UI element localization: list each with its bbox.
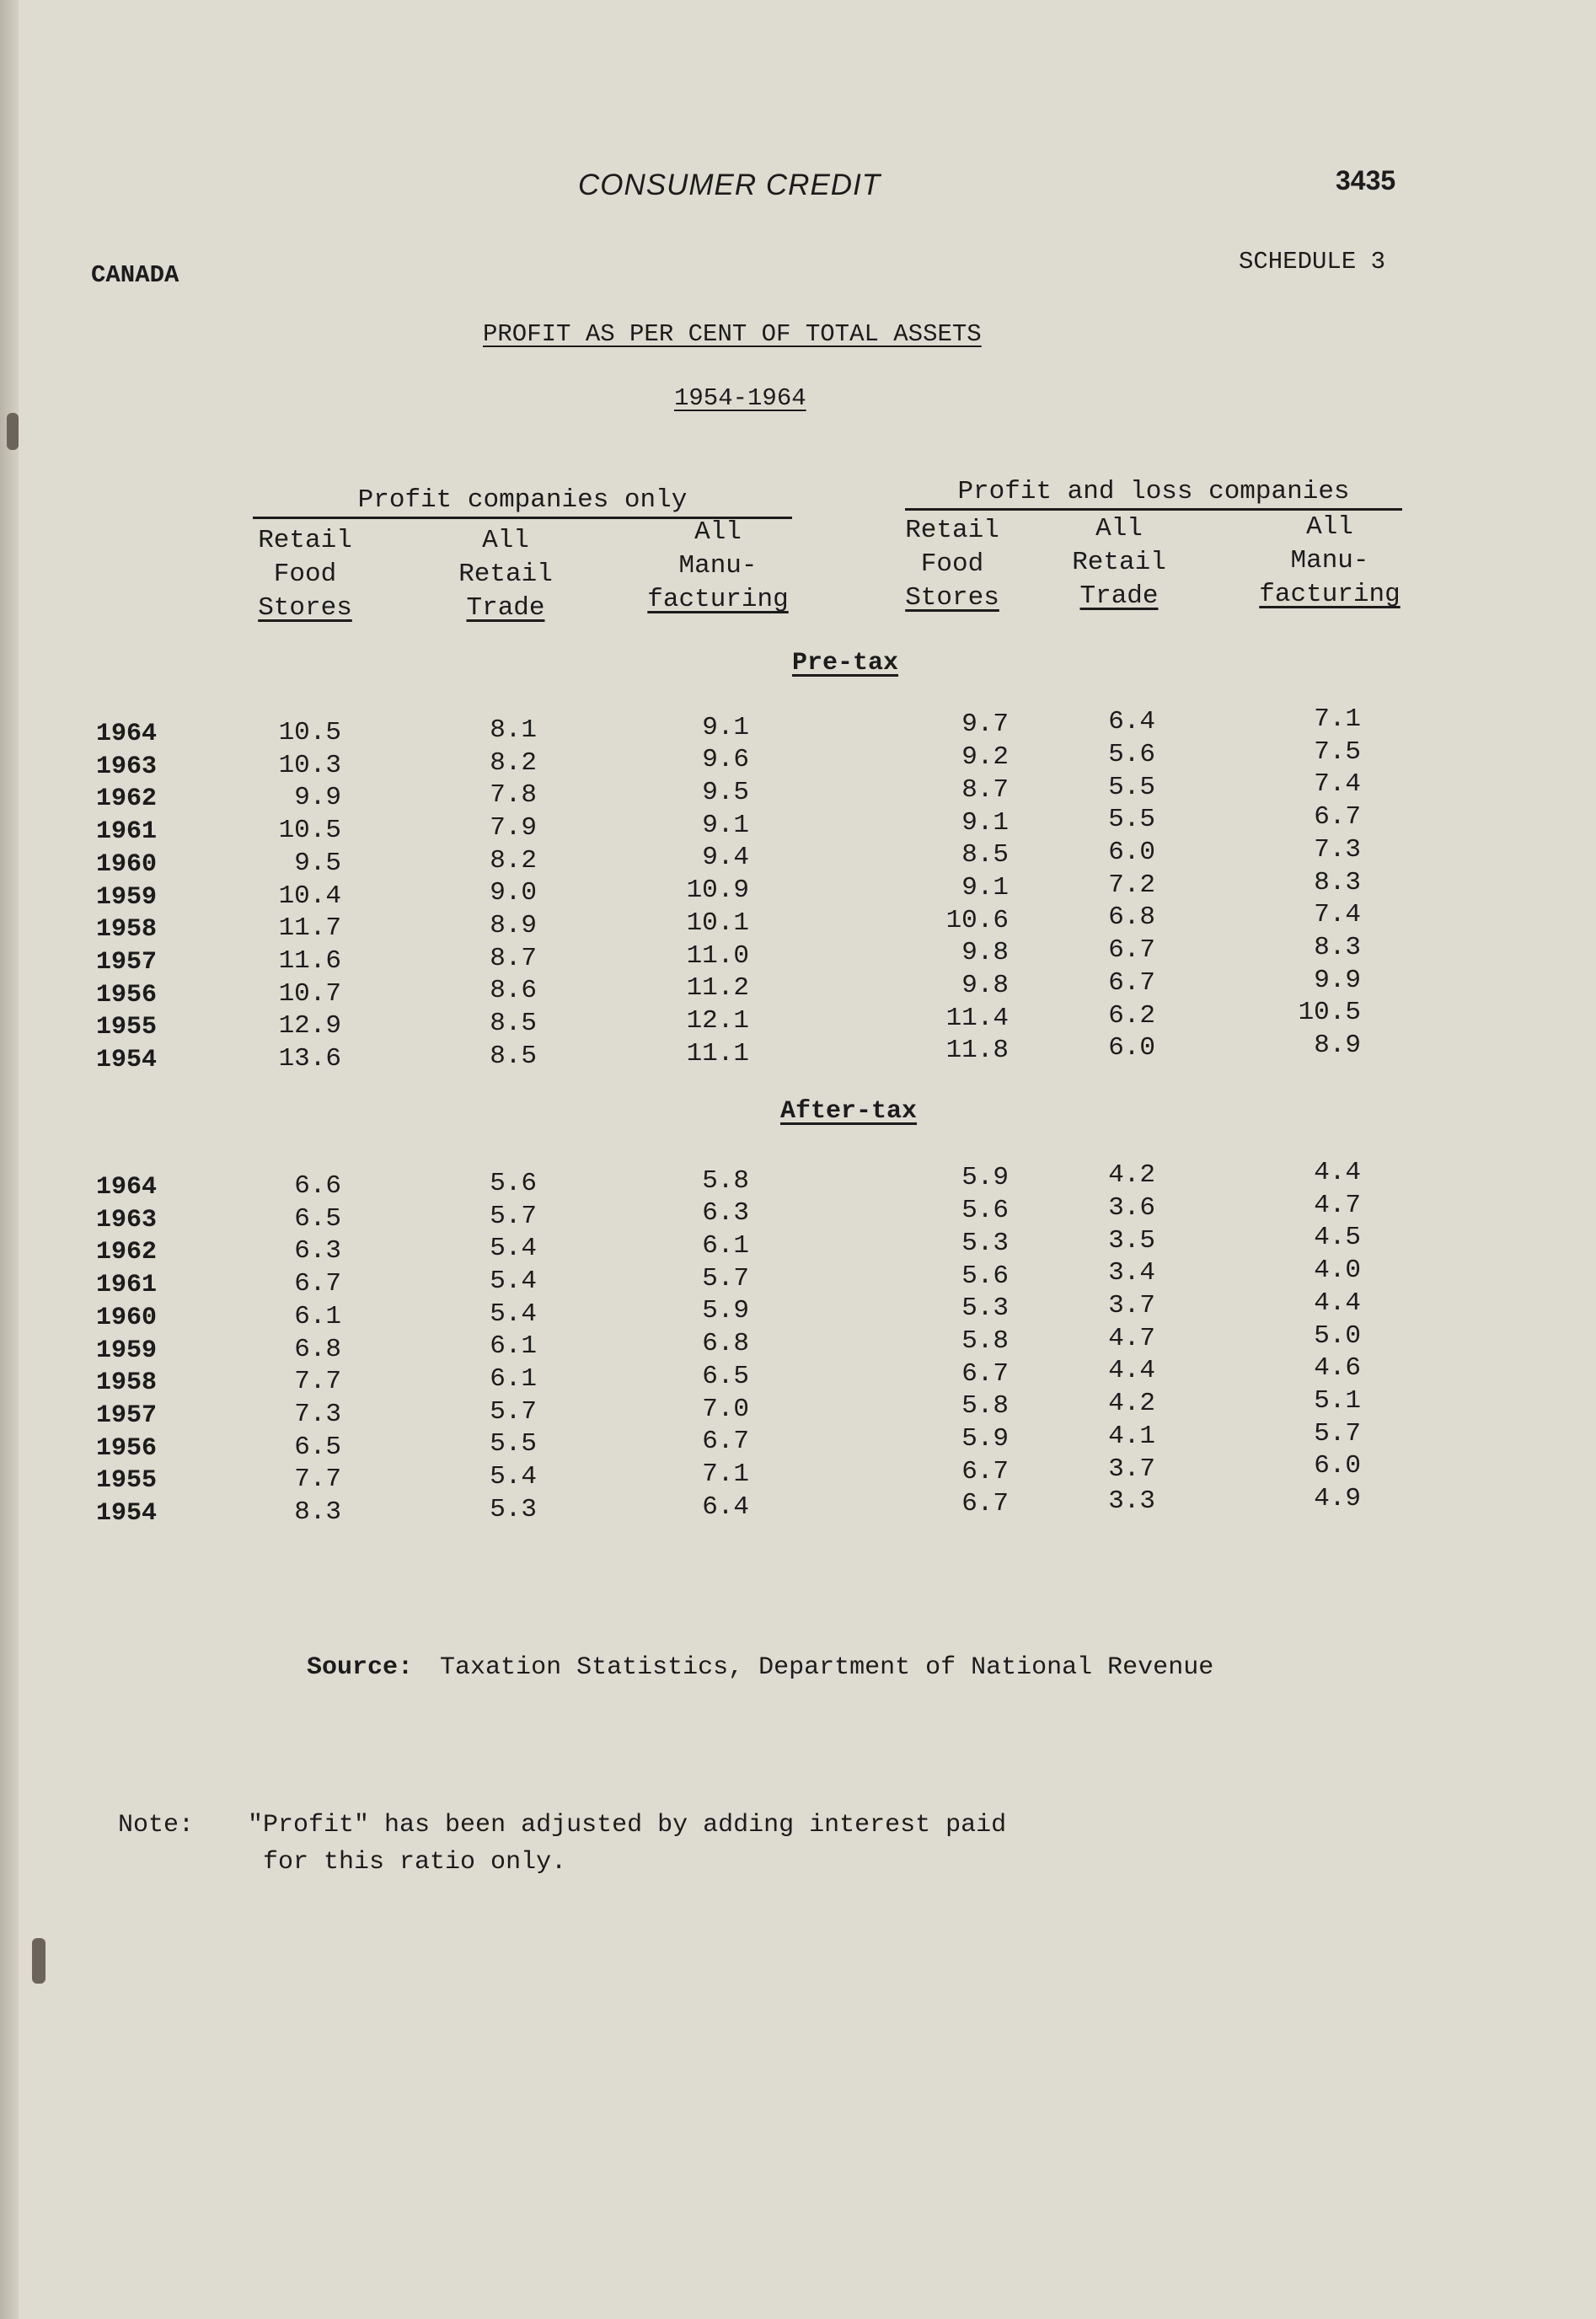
column-header-line bbox=[212, 592, 398, 625]
table-cell: 10.1 bbox=[686, 908, 749, 938]
column-header-line: Retail bbox=[458, 560, 553, 589]
table-cell: 5.9 bbox=[961, 1424, 1009, 1454]
table-cell: 10.4 bbox=[278, 881, 341, 911]
table-cell: 7.7 bbox=[294, 1465, 341, 1495]
binder-hole-mark bbox=[32, 1938, 46, 1984]
table-cell: 10.6 bbox=[945, 905, 1009, 935]
table-cell: 6.8 bbox=[702, 1329, 749, 1359]
table-cell: 6.2 bbox=[1108, 1000, 1155, 1031]
table-cell: 8.5 bbox=[961, 840, 1009, 870]
column-header-2 bbox=[413, 524, 598, 625]
table-cell: 4.2 bbox=[1108, 1160, 1155, 1191]
table-cell: 5.9 bbox=[961, 1163, 1009, 1193]
table-cell: 6.8 bbox=[1108, 902, 1155, 933]
table-title: PROFIT AS PER CENT OF TOTAL ASSETS bbox=[483, 320, 982, 348]
column-header-line bbox=[1237, 578, 1422, 612]
table-cell: 4.0 bbox=[1314, 1256, 1361, 1286]
column-header-line: Trade bbox=[1079, 581, 1159, 611]
table-cell: 5.0 bbox=[1314, 1320, 1361, 1351]
table-cell: 6.0 bbox=[1314, 1451, 1361, 1481]
column-header-line: Stores bbox=[905, 583, 999, 613]
table-cell: 7.8 bbox=[490, 780, 537, 811]
table-cell: 7.5 bbox=[1314, 736, 1361, 767]
table-cell: 5.9 bbox=[702, 1296, 749, 1326]
table-cell: 7.3 bbox=[1314, 834, 1361, 865]
row-year: 1959 bbox=[96, 882, 158, 912]
section-label: After-tax bbox=[780, 1097, 918, 1126]
table-cell: 6.7 bbox=[961, 1456, 1009, 1486]
column-header-line bbox=[625, 583, 811, 617]
column-header-6 bbox=[1237, 511, 1422, 612]
row-year: 1954 bbox=[96, 1499, 158, 1528]
table-cell: 6.4 bbox=[1108, 707, 1155, 737]
table-cell: 5.7 bbox=[1314, 1418, 1361, 1449]
table-cell: 4.6 bbox=[1314, 1353, 1361, 1384]
table-cell: 7.7 bbox=[294, 1367, 341, 1397]
table-cell: 8.9 bbox=[490, 911, 537, 940]
column-header-5 bbox=[1026, 512, 1212, 613]
table-cell: 6.3 bbox=[294, 1236, 341, 1267]
table-cell: 6.1 bbox=[294, 1301, 341, 1331]
table-cell: 6.3 bbox=[702, 1198, 749, 1229]
table-cell: 7.4 bbox=[1314, 900, 1361, 930]
table-cell: 7.1 bbox=[702, 1459, 749, 1489]
table-cell: 9.5 bbox=[294, 848, 341, 878]
table-cell: 8.2 bbox=[490, 747, 537, 778]
table-cell: 5.4 bbox=[490, 1462, 537, 1492]
column-header-line bbox=[860, 581, 1045, 615]
row-year: 1957 bbox=[96, 947, 158, 977]
table-cell: 10.5 bbox=[278, 816, 341, 846]
table-cell: 7.0 bbox=[702, 1394, 749, 1424]
source-text: Taxation Statistics, Department of National Revenue bbox=[440, 1653, 1214, 1682]
table-cell: 9.1 bbox=[961, 807, 1009, 838]
row-year: 1961 bbox=[96, 1271, 158, 1300]
table-cell: 11.1 bbox=[686, 1038, 749, 1068]
table-cell: 9.6 bbox=[702, 745, 749, 775]
table-cell: 6.7 bbox=[1108, 935, 1155, 966]
table-cell: 5.6 bbox=[1108, 739, 1155, 769]
table-cell: 4.2 bbox=[1108, 1389, 1155, 1419]
table-cell: 8.9 bbox=[1314, 1031, 1361, 1060]
table-cell: 4.7 bbox=[1314, 1190, 1361, 1220]
table-cell: 6.6 bbox=[294, 1171, 341, 1201]
table-cell: 5.6 bbox=[490, 1168, 537, 1198]
row-year: 1964 bbox=[96, 720, 158, 748]
table-cell: 12.9 bbox=[278, 1011, 341, 1042]
group-header-profit-only: Profit companies only bbox=[253, 485, 792, 519]
table-cell: 8.5 bbox=[490, 1009, 537, 1039]
table-cell: 5.8 bbox=[702, 1165, 749, 1196]
note-label: Note: bbox=[118, 1811, 195, 1840]
table-cell: 6.5 bbox=[702, 1361, 749, 1391]
table-cell: 9.0 bbox=[490, 878, 537, 908]
column-header-1 bbox=[212, 524, 398, 625]
row-year: 1963 bbox=[96, 752, 158, 781]
column-header-line: Food bbox=[273, 560, 337, 589]
table-cell: 9.4 bbox=[702, 843, 749, 873]
table-cell: 10.3 bbox=[278, 750, 341, 780]
table-cell: 3.6 bbox=[1108, 1192, 1155, 1223]
table-cell: 5.8 bbox=[961, 1326, 1009, 1356]
table-cell: 5.6 bbox=[961, 1196, 1009, 1226]
table-cell: 5.4 bbox=[490, 1299, 537, 1329]
country-label: CANADA bbox=[91, 261, 179, 289]
table-cell: 8.7 bbox=[961, 774, 1009, 805]
column-header-line: Retail bbox=[905, 516, 999, 545]
table-cell: 4.7 bbox=[1108, 1323, 1155, 1353]
column-header-3 bbox=[625, 516, 811, 617]
table-cell: 9.2 bbox=[961, 742, 1009, 773]
row-year: 1954 bbox=[96, 1046, 158, 1074]
table-cell: 6.1 bbox=[702, 1231, 749, 1261]
table-cell: 6.5 bbox=[294, 1432, 341, 1462]
note-line-2: for this ratio only. bbox=[263, 1848, 567, 1877]
table-cell: 8.3 bbox=[1314, 867, 1361, 897]
column-header-line: facturing bbox=[647, 585, 789, 614]
row-year: 1956 bbox=[96, 980, 158, 1010]
source-label: Source: bbox=[307, 1653, 414, 1682]
table-cell: 7.1 bbox=[1314, 704, 1361, 734]
running-head: CONSUMER CREDIT bbox=[578, 169, 881, 201]
table-cell: 8.2 bbox=[490, 845, 537, 876]
table-cell: 5.4 bbox=[490, 1234, 537, 1264]
table-cell: 5.6 bbox=[961, 1261, 1009, 1291]
column-header-line: Retail bbox=[258, 526, 352, 555]
note-block bbox=[118, 1807, 1006, 1881]
table-cell: 9.8 bbox=[961, 971, 1009, 1000]
table-cell: 8.5 bbox=[490, 1041, 537, 1071]
table-cell: 8.3 bbox=[294, 1497, 341, 1527]
table-cell: 9.1 bbox=[961, 872, 1009, 902]
column-header-line: All bbox=[482, 526, 529, 555]
row-year: 1962 bbox=[96, 785, 158, 814]
table-cell: 6.7 bbox=[961, 1489, 1009, 1519]
row-year: 1958 bbox=[96, 1368, 158, 1398]
table-cell: 6.4 bbox=[702, 1492, 749, 1522]
row-year: 1963 bbox=[96, 1205, 158, 1234]
table-cell: 7.3 bbox=[294, 1399, 341, 1429]
table-cell: 11.6 bbox=[278, 945, 341, 976]
row-year: 1961 bbox=[96, 817, 158, 847]
table-cell: 4.4 bbox=[1314, 1288, 1361, 1318]
row-year: 1960 bbox=[96, 1303, 158, 1332]
source-line bbox=[307, 1653, 1213, 1682]
page-number: 3435 bbox=[1336, 165, 1396, 195]
table-cell: 9.5 bbox=[702, 778, 749, 807]
table-cell: 8.3 bbox=[1314, 932, 1361, 962]
table-cell: 4.5 bbox=[1314, 1223, 1361, 1253]
table-cell: 9.8 bbox=[961, 938, 1009, 968]
row-year: 1964 bbox=[96, 1173, 158, 1202]
table-cell: 11.0 bbox=[686, 940, 749, 971]
table-cell: 6.7 bbox=[1314, 802, 1361, 833]
table-cell: 6.1 bbox=[490, 1331, 537, 1362]
row-year: 1955 bbox=[96, 1013, 158, 1042]
column-header-line: Trade bbox=[466, 593, 545, 623]
table-cell: 5.5 bbox=[1108, 772, 1155, 802]
table-cell: 5.7 bbox=[490, 1396, 537, 1427]
group-header-profit-and-loss: Profit and loss companies bbox=[905, 477, 1402, 511]
table-cell: 6.8 bbox=[294, 1334, 341, 1364]
row-year: 1956 bbox=[96, 1433, 158, 1463]
note-line-1: "Profit" has been adjusted by adding interest paid bbox=[248, 1811, 1007, 1840]
table-cell: 4.1 bbox=[1108, 1421, 1155, 1451]
row-year: 1959 bbox=[96, 1336, 158, 1365]
table-cell: 9.9 bbox=[294, 783, 341, 813]
note-text bbox=[248, 1807, 1006, 1881]
section-label: Pre-tax bbox=[792, 649, 899, 677]
table-cell: 11.2 bbox=[686, 973, 749, 1004]
table-cell: 6.0 bbox=[1108, 1033, 1155, 1063]
table-cell: 9.9 bbox=[1314, 965, 1361, 995]
table-cell: 8.7 bbox=[490, 943, 537, 973]
column-header-line: All bbox=[1306, 512, 1353, 542]
table-cell: 9.7 bbox=[961, 710, 1009, 740]
table-cell: 8.6 bbox=[490, 976, 537, 1006]
column-header-line: Manu- bbox=[678, 551, 758, 581]
table-cell: 8.1 bbox=[490, 715, 537, 745]
table-cell: 5.3 bbox=[961, 1228, 1009, 1258]
column-header-line: Manu- bbox=[1290, 546, 1369, 576]
table-cell: 9.1 bbox=[702, 712, 749, 742]
row-year: 1957 bbox=[96, 1401, 158, 1430]
table-cell: 4.4 bbox=[1108, 1356, 1155, 1386]
column-header-line: Food bbox=[920, 549, 984, 579]
table-cell: 3.5 bbox=[1108, 1225, 1155, 1256]
table-cell: 4.9 bbox=[1314, 1484, 1361, 1513]
table-cell: 10.5 bbox=[278, 718, 341, 747]
table-cell: 5.1 bbox=[1314, 1385, 1361, 1416]
table-cell: 6.7 bbox=[294, 1269, 341, 1299]
column-header-4 bbox=[860, 514, 1045, 615]
binder-hole-mark bbox=[7, 413, 19, 450]
table-cell: 3.4 bbox=[1108, 1258, 1155, 1288]
table-cell: 4.4 bbox=[1314, 1158, 1361, 1187]
table-cell: 5.7 bbox=[490, 1201, 537, 1231]
table-cell: 11.4 bbox=[945, 1003, 1009, 1033]
table-cell: 5.5 bbox=[1108, 805, 1155, 835]
table-cell: 3.7 bbox=[1108, 1454, 1155, 1484]
row-year: 1960 bbox=[96, 849, 158, 879]
table-cell: 6.7 bbox=[702, 1427, 749, 1457]
table-cell: 11.8 bbox=[945, 1036, 1009, 1066]
table-cell: 6.7 bbox=[1108, 967, 1155, 998]
table-cell: 5.3 bbox=[961, 1293, 1009, 1324]
table-cell: 6.7 bbox=[961, 1358, 1009, 1389]
table-cell: 5.7 bbox=[702, 1263, 749, 1293]
table-cell: 3.7 bbox=[1108, 1291, 1155, 1320]
row-year: 1955 bbox=[96, 1466, 158, 1496]
table-cell: 12.1 bbox=[686, 1005, 749, 1036]
table-cell: 11.7 bbox=[278, 913, 341, 944]
table-cell: 6.0 bbox=[1108, 838, 1155, 867]
table-cell: 10.7 bbox=[278, 978, 341, 1009]
table-cell: 3.3 bbox=[1108, 1486, 1155, 1517]
table-cell: 6.5 bbox=[294, 1203, 341, 1234]
table-cell: 10.5 bbox=[1298, 998, 1361, 1028]
column-header-line bbox=[413, 592, 598, 625]
row-year: 1958 bbox=[96, 915, 158, 945]
column-header-line: All bbox=[1095, 514, 1143, 544]
table-cell: 13.6 bbox=[278, 1044, 341, 1074]
row-year: 1962 bbox=[96, 1238, 158, 1267]
table-cell: 5.5 bbox=[490, 1429, 537, 1459]
table-cell: 5.4 bbox=[490, 1266, 537, 1296]
table-cell: 7.4 bbox=[1314, 769, 1361, 800]
table-cell: 6.1 bbox=[490, 1364, 537, 1394]
schedule-label: SCHEDULE 3 bbox=[1239, 248, 1386, 276]
page-edge bbox=[0, 0, 19, 2319]
column-header-line: facturing bbox=[1259, 580, 1401, 609]
table-subtitle: 1954-1964 bbox=[674, 384, 806, 412]
table-cell: 9.1 bbox=[702, 810, 749, 840]
column-header-line bbox=[1026, 580, 1212, 613]
column-header-line: Stores bbox=[258, 593, 352, 623]
table-cell: 5.8 bbox=[961, 1391, 1009, 1422]
table-cell: 7.2 bbox=[1108, 870, 1155, 900]
column-header-line: All bbox=[694, 517, 742, 547]
table-cell: 5.3 bbox=[490, 1494, 537, 1524]
table-cell: 10.9 bbox=[686, 876, 749, 906]
table-cell: 7.9 bbox=[490, 812, 537, 843]
column-header-line: Retail bbox=[1072, 548, 1166, 577]
